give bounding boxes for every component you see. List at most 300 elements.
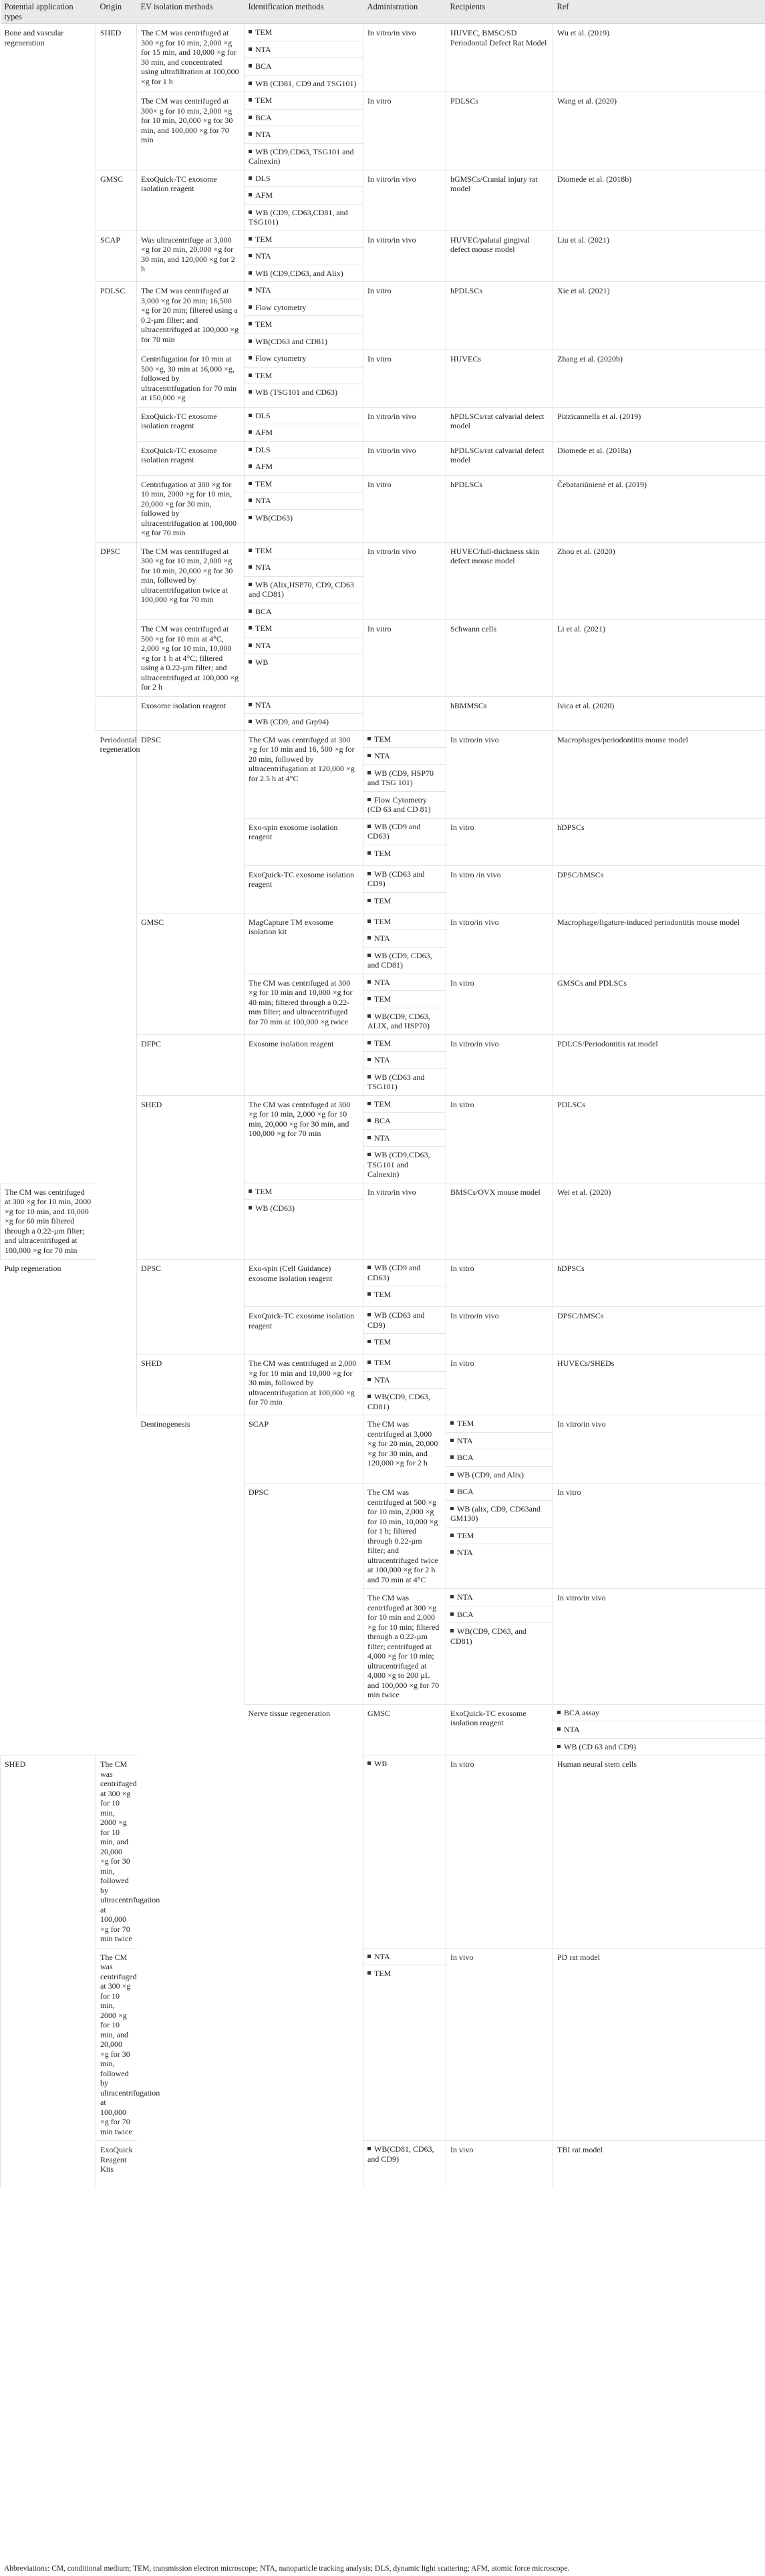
identification-method-label: WB (CD63 and TSG101) bbox=[367, 1072, 425, 1091]
square-bullet-icon bbox=[367, 1041, 371, 1044]
isolation-method-cell: Was ultracentrifuge at 3,000 ×g for 20 min, 20,000 ×g for 30 min, and 120,000 ×g for 2 h bbox=[137, 231, 245, 282]
ref-cell: Liu et al. (2021) bbox=[553, 231, 765, 282]
identification-method-item bbox=[245, 577, 363, 603]
administration-cell: In vitro bbox=[363, 350, 446, 408]
identification-methods-cell bbox=[245, 231, 363, 282]
square-bullet-icon bbox=[367, 798, 371, 801]
square-bullet-icon bbox=[367, 1058, 371, 1061]
identification-method-item bbox=[245, 697, 363, 714]
identification-method-label: AFM bbox=[255, 428, 273, 437]
table-row bbox=[1, 1948, 765, 2141]
isolation-method-cell: ExoQuick-TC exosome isolation reagent bbox=[137, 407, 245, 441]
origin-cell: SHED bbox=[96, 24, 137, 170]
square-bullet-icon bbox=[249, 322, 252, 325]
isolation-method-cell: Centrifugation at 300 ×g for 10 min, 2000 ×g for 10 min, 20,000 ×g for 30 min, followed by ultracentrifugation at 100,000 ×g for 70 min bbox=[137, 475, 245, 542]
identification-method-item bbox=[553, 1721, 765, 1739]
recipients-cell: hDPSCs bbox=[553, 1260, 765, 1307]
identification-methods-cell bbox=[446, 1483, 553, 1589]
identification-method-label: TEM bbox=[374, 1337, 392, 1346]
square-bullet-icon bbox=[249, 660, 252, 664]
table-footnote: Abbreviations: CM, conditional medium; TEM, transmission electron microscope; NTA, nanoparticle tracking analysis; DLS, dynamic light scattering; AFM, atomic force microscope. bbox=[4, 2565, 570, 2573]
origin-cell: SCAP bbox=[96, 231, 137, 282]
identification-methods-cell bbox=[245, 407, 363, 441]
identification-method-item bbox=[245, 384, 363, 401]
square-bullet-icon bbox=[367, 1761, 371, 1765]
recipients-cell: hGMSCs/Cranial injury rat model bbox=[446, 170, 553, 231]
square-bullet-icon bbox=[367, 1971, 371, 1975]
identification-method-item bbox=[245, 76, 363, 92]
origin-cell: GMSC bbox=[96, 170, 137, 231]
recipients-cell: PDLCS/Periodontitis rat model bbox=[553, 1034, 765, 1095]
identification-method-item bbox=[245, 282, 363, 299]
square-bullet-icon bbox=[367, 954, 371, 957]
square-bullet-icon bbox=[450, 1439, 454, 1442]
square-bullet-icon bbox=[367, 980, 371, 984]
identification-method-item bbox=[446, 1415, 553, 1433]
identification-method-item bbox=[363, 1096, 446, 1113]
recipients-cell: hPDLSCs bbox=[446, 475, 553, 542]
administration-cell bbox=[363, 696, 446, 730]
recipients-cell: BMSCs/OVX mouse model bbox=[446, 1183, 553, 1260]
recipients-cell: GMSCs and PDLSCs bbox=[553, 974, 765, 1034]
identification-method-label: NTA bbox=[255, 496, 271, 505]
square-bullet-icon bbox=[450, 1550, 454, 1554]
identification-method-label: NTA bbox=[255, 251, 271, 261]
identification-method-label: NTA bbox=[374, 1375, 390, 1385]
identification-method-item bbox=[245, 476, 363, 493]
identification-method-label: WB(CD63 and CD81) bbox=[255, 336, 327, 346]
identification-method-label: TEM bbox=[374, 848, 392, 858]
identification-method-label: NTA bbox=[374, 1055, 390, 1064]
identification-method-label: TEM bbox=[255, 370, 273, 380]
identification-method-item bbox=[245, 654, 363, 671]
table-row bbox=[1, 696, 765, 730]
isolation-method-cell: The CM was centrifuged at 300 ×g for 10 min, 2000 ×g for 10 min, and 20,000 ×g for 30 min, followed by ultracentrifugation at 100,000 ×g for 70 min twice bbox=[96, 1948, 137, 2141]
identification-method-label: WB (Alix,HSP70, CD9, CD63 and CD81) bbox=[249, 579, 355, 599]
administration-cell: In vitro/in vivo bbox=[363, 441, 446, 475]
identification-method-label: TEM bbox=[255, 478, 273, 488]
identification-method-item bbox=[245, 714, 363, 730]
recipients-cell: DPSC/hMSCs bbox=[553, 865, 765, 913]
header-row bbox=[1, 0, 765, 24]
identification-method-label: TEM bbox=[255, 1186, 273, 1196]
isolation-method-cell: Exosome isolation reagent bbox=[137, 696, 245, 730]
isolation-method-cell: The CM was centrifuged at 300 ×g for 10 min, 2,000 ×g for 15 min, and 10,000 ×g for 30 min, and concentrated using ultrafiltration at 100,000 ×g for 1 h bbox=[137, 24, 245, 92]
square-bullet-icon bbox=[367, 754, 371, 757]
isolation-method-cell: The CM was centrifuged at 300× g for 10 min, 2,000 ×g for 10 min, 20,000 ×g for 30 min, and 100,000 ×g for 70 min bbox=[137, 92, 245, 170]
square-bullet-icon bbox=[249, 210, 252, 214]
origin-cell: SCAP bbox=[245, 1415, 363, 1483]
identification-method-item bbox=[363, 1755, 446, 1772]
identification-method-item bbox=[245, 559, 363, 577]
identification-method-label: WB (CD9 and CD63) bbox=[367, 1263, 421, 1282]
square-bullet-icon bbox=[557, 1727, 561, 1731]
square-bullet-icon bbox=[249, 390, 252, 394]
identification-method-item bbox=[363, 1008, 446, 1034]
identification-methods-cell bbox=[363, 1260, 446, 1307]
administration-cell: In vitro bbox=[446, 818, 553, 865]
identification-method-item bbox=[363, 991, 446, 1008]
recipients-cell: DPSC/hMSCs bbox=[553, 1307, 765, 1354]
recipients-cell: HUVEC, BMSC/SD Periodontal Defect Rat Model bbox=[446, 24, 553, 92]
identification-methods-cell bbox=[363, 1095, 446, 1183]
administration-cell: In vitro/in vivo bbox=[363, 542, 446, 620]
application-type-cell: Dentinogenesis bbox=[137, 1415, 245, 2188]
ref-cell: Wang et al. (2020) bbox=[553, 92, 765, 170]
table-row bbox=[1, 282, 765, 350]
identification-method-label: TEM bbox=[374, 1099, 392, 1109]
identification-method-label: WB bbox=[255, 658, 269, 667]
identification-methods-cell bbox=[245, 475, 363, 542]
identification-method-label: WB(CD9, CD63, ALIX, and HSP70) bbox=[367, 1011, 430, 1030]
identification-method-label: TEM bbox=[457, 1419, 474, 1428]
identification-methods-cell bbox=[245, 24, 363, 92]
isolation-method-cell: ExoQuick-TC exosome isolation reagent bbox=[137, 441, 245, 475]
identification-method-item bbox=[363, 1113, 446, 1130]
identification-method-label: NTA bbox=[255, 130, 271, 139]
identification-method-label: DLS bbox=[255, 444, 271, 454]
identification-method-label: NTA bbox=[255, 640, 271, 650]
table-row bbox=[1, 2141, 765, 2188]
square-bullet-icon bbox=[249, 516, 252, 519]
identification-methods-cell bbox=[553, 1704, 765, 1755]
isolation-method-cell: The CM was centrifuged at 500 ×g for 10 min, 2,000 ×g for 10 min, 10,000 ×g for 1 h; filtered through 0.22-µm filter; and ultracentrifuged twice at 100,000 ×g for 2 h and 70 min at 4°C bbox=[363, 1483, 446, 1589]
square-bullet-icon bbox=[367, 899, 371, 902]
identification-method-item bbox=[245, 333, 363, 350]
square-bullet-icon bbox=[249, 82, 252, 85]
identification-method-label: WB(CD9, CD63, CD81) bbox=[367, 1392, 430, 1411]
identification-method-label: BCA bbox=[457, 1609, 474, 1619]
header-isolation-methods: EV isolation methods bbox=[137, 0, 245, 24]
origin-cell: GMSC bbox=[137, 913, 245, 1034]
table-body bbox=[1, 24, 765, 2188]
square-bullet-icon bbox=[367, 2147, 371, 2150]
square-bullet-icon bbox=[367, 1136, 371, 1139]
ref-cell: Diomede et al. (2018a) bbox=[553, 441, 765, 475]
identification-method-item bbox=[363, 845, 446, 862]
square-bullet-icon bbox=[249, 305, 252, 309]
application-type-cell: Bone and vascular regeneration bbox=[1, 24, 96, 1183]
identification-methods-cell bbox=[245, 1183, 363, 1260]
square-bullet-icon bbox=[367, 872, 371, 875]
application-type-cell: Periodontal regeneration bbox=[96, 730, 137, 1755]
square-bullet-icon bbox=[249, 720, 252, 723]
identification-method-item bbox=[553, 1705, 765, 1722]
administration-cell: In vitro bbox=[363, 475, 446, 542]
identification-method-label: TEM bbox=[255, 96, 273, 105]
identification-methods-cell bbox=[363, 1354, 446, 1415]
square-bullet-icon bbox=[367, 936, 371, 940]
identification-method-label: BCA bbox=[255, 61, 272, 71]
identification-method-label: WB (CD9, and Alix) bbox=[457, 1469, 524, 1479]
identification-method-item bbox=[446, 1501, 553, 1528]
isolation-method-cell: Exo-spin exosome isolation reagent bbox=[245, 818, 363, 865]
origin-cell: DPSC bbox=[96, 542, 137, 696]
identification-method-item bbox=[363, 765, 446, 792]
identification-method-label: TEM bbox=[255, 623, 273, 633]
identification-method-item bbox=[446, 1467, 553, 1483]
square-bullet-icon bbox=[249, 116, 252, 119]
square-bullet-icon bbox=[367, 737, 371, 740]
recipients-cell: Human neural stem cells bbox=[553, 1755, 765, 1949]
identification-method-label: AFM bbox=[255, 190, 273, 200]
identification-methods-cell bbox=[363, 974, 446, 1034]
administration-cell: In vitro/in vivo bbox=[363, 231, 446, 282]
administration-cell: In vitro/in vivo bbox=[446, 730, 553, 818]
square-bullet-icon bbox=[367, 1075, 371, 1079]
identification-method-item bbox=[245, 316, 363, 333]
square-bullet-icon bbox=[450, 1489, 454, 1493]
table-row bbox=[1, 170, 765, 231]
identification-method-item bbox=[363, 1130, 446, 1147]
identification-method-item bbox=[553, 1739, 765, 1755]
identification-method-label: NTA bbox=[374, 1951, 390, 1961]
origin-cell: DPSC bbox=[137, 1260, 245, 1354]
identification-method-item bbox=[363, 748, 446, 765]
isolation-method-cell: The CM was centrifuged at 500 ×g for 10 min at 4°C, 2,000 ×g for 10 min, 10,000 ×g for 1 h at 4°C; filtered using a 0.22-µm filter; and ultracentrifuged at 100,000 ×g for 2 h bbox=[137, 620, 245, 697]
identification-method-label: NTA bbox=[457, 1435, 473, 1445]
origin-cell: DPSC bbox=[245, 1483, 363, 1705]
identification-methods-cell bbox=[245, 282, 363, 350]
identification-method-item bbox=[363, 866, 446, 893]
isolation-method-cell: ExoQuick-TC exosome isolation reagent bbox=[137, 170, 245, 231]
recipients-cell: Schwann cells bbox=[446, 620, 553, 697]
recipients-cell: HUVECs/SHEDs bbox=[553, 1354, 765, 1415]
square-bullet-icon bbox=[367, 1153, 371, 1156]
square-bullet-icon bbox=[367, 1266, 371, 1269]
ref-cell: Diomede et al. (2018b) bbox=[553, 170, 765, 231]
identification-method-label: TEM bbox=[374, 895, 392, 905]
administration-cell: In vitro/in vivo bbox=[553, 1589, 765, 1705]
identification-method-label: Flow cytometry bbox=[255, 353, 307, 363]
identification-method-item bbox=[245, 170, 363, 188]
identification-method-item bbox=[245, 41, 363, 59]
identification-method-label: WB (CD9 and CD63) bbox=[367, 821, 421, 841]
identification-methods-cell bbox=[245, 170, 363, 231]
square-bullet-icon bbox=[249, 643, 252, 647]
identification-method-item bbox=[446, 1528, 553, 1545]
square-bullet-icon bbox=[367, 851, 371, 855]
square-bullet-icon bbox=[249, 549, 252, 552]
identification-methods-cell bbox=[363, 1755, 446, 1949]
square-bullet-icon bbox=[450, 1507, 454, 1510]
identification-method-label: WB (CD63) bbox=[255, 1203, 295, 1213]
ref-cell: Čebatariūnienė et al. (2019) bbox=[553, 475, 765, 542]
administration-cell: In vitro bbox=[446, 1755, 553, 1949]
isolation-method-cell: Exo-spin (Cell Guidance) exosome isolation reagent bbox=[245, 1260, 363, 1307]
administration-cell: In vitro bbox=[446, 1354, 553, 1415]
identification-method-item bbox=[363, 1286, 446, 1303]
identification-method-label: NTA bbox=[374, 1133, 390, 1143]
identification-method-item bbox=[245, 110, 363, 127]
identification-method-label: NTA bbox=[374, 751, 390, 760]
identification-method-label: TEM bbox=[374, 1358, 392, 1367]
identification-method-label: TEM bbox=[374, 916, 392, 926]
identification-method-item bbox=[363, 2141, 446, 2167]
identification-method-item bbox=[245, 368, 363, 385]
square-bullet-icon bbox=[367, 1292, 371, 1296]
header-administration: Administration bbox=[363, 0, 446, 24]
square-bullet-icon bbox=[450, 1534, 454, 1537]
identification-method-label: WB (CD9,CD63, TSG101 and Calnexin) bbox=[249, 146, 354, 166]
identification-method-label: WB (CD9, HSP70 and TSG 101) bbox=[367, 768, 434, 787]
identification-method-item bbox=[245, 299, 363, 317]
isolation-method-cell: Exosome isolation reagent bbox=[245, 1034, 363, 1095]
table-row bbox=[1, 1755, 765, 1949]
identification-method-item bbox=[363, 930, 446, 948]
identification-methods-cell bbox=[363, 818, 446, 865]
origin-cell: SHED bbox=[1, 1755, 96, 2188]
identification-method-item bbox=[446, 1544, 553, 1561]
square-bullet-icon bbox=[249, 271, 252, 275]
identification-method-label: AFM bbox=[255, 462, 273, 471]
identification-method-label: BCA bbox=[255, 606, 272, 616]
isolation-method-cell: ExoQuick-TC exosome isolation reagent bbox=[245, 1307, 363, 1354]
square-bullet-icon bbox=[249, 448, 252, 451]
square-bullet-icon bbox=[450, 1629, 454, 1632]
recipients-cell: PD rat model bbox=[553, 1948, 765, 2141]
identification-method-label: WB (CD63 and CD9) bbox=[367, 1310, 425, 1330]
ref-cell: Ivica et al. (2020) bbox=[553, 696, 765, 730]
square-bullet-icon bbox=[367, 997, 371, 1000]
identification-method-item bbox=[245, 350, 363, 368]
identification-method-label: WB (CD9, CD63,CD81, and TSG101) bbox=[249, 207, 348, 227]
ref-cell: Xie et al. (2021) bbox=[553, 282, 765, 350]
identification-method-item bbox=[245, 543, 363, 560]
identification-method-item bbox=[363, 948, 446, 974]
identification-methods-cell bbox=[245, 620, 363, 697]
origin-cell: DFPC bbox=[137, 1034, 245, 1095]
identification-method-label: TEM bbox=[374, 1290, 392, 1299]
square-bullet-icon bbox=[367, 1361, 371, 1364]
identification-method-label: NTA bbox=[457, 1592, 473, 1602]
square-bullet-icon bbox=[249, 1189, 252, 1193]
recipients-cell: HUVECs bbox=[446, 350, 553, 408]
identification-methods-cell bbox=[363, 865, 446, 913]
administration-cell: In vitro/in vivo bbox=[363, 170, 446, 231]
identification-method-item bbox=[245, 58, 363, 76]
administration-cell: In vitro bbox=[446, 974, 553, 1034]
square-bullet-icon bbox=[367, 771, 371, 774]
square-bullet-icon bbox=[249, 482, 252, 485]
square-bullet-icon bbox=[249, 374, 252, 377]
identification-method-label: NTA bbox=[374, 977, 390, 987]
identification-method-label: WB (CD9,CD63, and Alix) bbox=[255, 268, 343, 278]
identification-method-label: NTA bbox=[255, 285, 271, 295]
administration-cell: In vitro/in vivo bbox=[446, 913, 553, 974]
square-bullet-icon bbox=[249, 64, 252, 67]
header-application-type: Potential application types bbox=[1, 0, 96, 24]
square-bullet-icon bbox=[249, 237, 252, 241]
identification-method-item bbox=[245, 248, 363, 265]
origin-cell: PDLSC bbox=[96, 282, 137, 543]
isolation-method-cell: The CM was centrifuged at 2,000 ×g for 10 min and 10,000 ×g for 30 min, followed by ultracentrifugation at 100,000 ×g for 70 min bbox=[245, 1354, 363, 1415]
identification-method-label: TEM bbox=[374, 1038, 392, 1048]
identification-method-item bbox=[245, 187, 363, 204]
ref-cell: Pizzicannella et al. (2019) bbox=[553, 407, 765, 441]
identification-methods-cell bbox=[245, 542, 363, 620]
recipients-cell: hPDLSCs bbox=[446, 282, 553, 350]
identification-method-label: WB (CD 63 and CD9) bbox=[564, 1741, 636, 1751]
table-row bbox=[1, 542, 765, 620]
isolation-method-cell: The CM was centrifuged at 300 ×g for 10 min and 16, 500 ×g for 20 min, followed by ultracentrifugation at 120,000 ×g for 2.5 h at 4°C bbox=[245, 730, 363, 818]
identification-method-label: WB (CD63 and CD9) bbox=[367, 869, 425, 888]
identification-method-label: NTA bbox=[255, 563, 271, 572]
square-bullet-icon bbox=[557, 1745, 561, 1748]
square-bullet-icon bbox=[249, 98, 252, 102]
identification-method-label: WB(CD9, CD63, and CD81) bbox=[450, 1626, 526, 1646]
origin-cell: GMSC bbox=[363, 1704, 446, 1755]
isolation-method-cell: ExoQuick-TC exosome isolation reagent bbox=[245, 865, 363, 913]
origin-cell: SHED bbox=[137, 1354, 245, 1415]
identification-method-label: WB (CD81, CD9 and TSG101) bbox=[255, 78, 357, 88]
identification-method-label: TEM bbox=[457, 1530, 474, 1540]
recipients-cell: hDPSCs bbox=[553, 818, 765, 865]
identification-method-item bbox=[245, 24, 363, 41]
identification-method-label: BCA bbox=[255, 112, 272, 122]
identification-method-label: DLS bbox=[255, 173, 271, 183]
identification-method-item bbox=[245, 620, 363, 637]
identification-method-label: WB(CD63) bbox=[255, 513, 293, 523]
identification-method-label: BCA bbox=[457, 1487, 474, 1496]
identification-method-item bbox=[363, 1260, 446, 1286]
identification-method-item bbox=[245, 603, 363, 620]
identification-method-label: WB bbox=[374, 1759, 388, 1768]
square-bullet-icon bbox=[249, 47, 252, 51]
isolation-method-cell: The CM was centrifuged at 300 ×g for 10 min and 10,000 ×g for 40 min; filtered through a 0.22-mm filter; and ultracentrifuged for 70 min at 100,000 ×g twice bbox=[245, 974, 363, 1034]
square-bullet-icon bbox=[557, 1711, 561, 1714]
identification-method-label: TEM bbox=[255, 319, 273, 329]
administration-cell: In vitro bbox=[553, 1483, 765, 1589]
identification-method-item bbox=[245, 126, 363, 144]
administration-cell: In vitro/in vivo bbox=[363, 1183, 446, 1260]
square-bullet-icon bbox=[249, 583, 252, 586]
isolation-method-cell: The CM was centrifuged at 300 ×g for 10 min, 2,000 ×g for 10 min, 20,000 ×g for 30 min, followed by ultracentrifugation twice at 100,000 ×g for 70 min bbox=[137, 542, 245, 620]
square-bullet-icon bbox=[249, 703, 252, 706]
identification-method-label: WB (CD9, CD63, and CD81) bbox=[367, 950, 432, 970]
header-origin: Origin bbox=[96, 0, 137, 24]
identification-method-item bbox=[363, 893, 446, 909]
square-bullet-icon bbox=[249, 430, 252, 434]
identification-method-item bbox=[245, 231, 363, 249]
recipients-cell: HUVEC/palatal gingival defect mouse model bbox=[446, 231, 553, 282]
administration-cell: In vitro bbox=[363, 92, 446, 170]
recipients-cell: hBMMSCs bbox=[446, 696, 553, 730]
isolation-method-cell: The CM was centrifuged at 300 ×g for 10 min, 2,000 ×g for 10 min, 20,000 ×g for 30 min, and 100,000 ×g for 70 min bbox=[245, 1095, 363, 1183]
isolation-method-cell: Centrifugation for 10 min at 500 ×g, 30 min at 16,000 ×g, followed by ultracentrifugation for 70 min at 150,000 ×g bbox=[137, 350, 245, 408]
identification-method-item bbox=[245, 265, 363, 282]
isolation-method-cell: The CM was centrifuged at 300 ×g for 10 min, 2000 ×g for 10 min, and 10,000 ×g for 60 min filtered through a 0.22-µm filter; and ultracentrifuged at 100,000 ×g for 70 min bbox=[1, 1183, 96, 1260]
identification-methods-cell bbox=[363, 1034, 446, 1095]
square-bullet-icon bbox=[367, 1102, 371, 1105]
identification-method-item bbox=[446, 1623, 553, 1649]
identification-method-item bbox=[245, 204, 363, 231]
identification-method-item bbox=[363, 1035, 446, 1052]
application-type-cell: Pulp regeneration bbox=[1, 1260, 96, 1755]
identification-method-item bbox=[363, 1949, 446, 1966]
table-row bbox=[1, 231, 765, 282]
identification-method-item bbox=[363, 1052, 446, 1069]
isolation-method-cell: ExoQuick-TC exosome isolation reagent bbox=[446, 1704, 553, 1755]
identification-method-label: WB (CD9,CD63, TSG101 and Calnexin) bbox=[367, 1150, 430, 1179]
square-bullet-icon bbox=[249, 609, 252, 613]
identification-methods-cell bbox=[363, 730, 446, 818]
ref-cell: Zhou et al. (2020) bbox=[553, 542, 765, 620]
identification-method-label: Flow cytometry bbox=[255, 302, 307, 312]
origin-cell bbox=[96, 696, 137, 730]
origin-cell: SHED bbox=[137, 1095, 245, 1260]
identification-method-item bbox=[245, 1200, 363, 1217]
